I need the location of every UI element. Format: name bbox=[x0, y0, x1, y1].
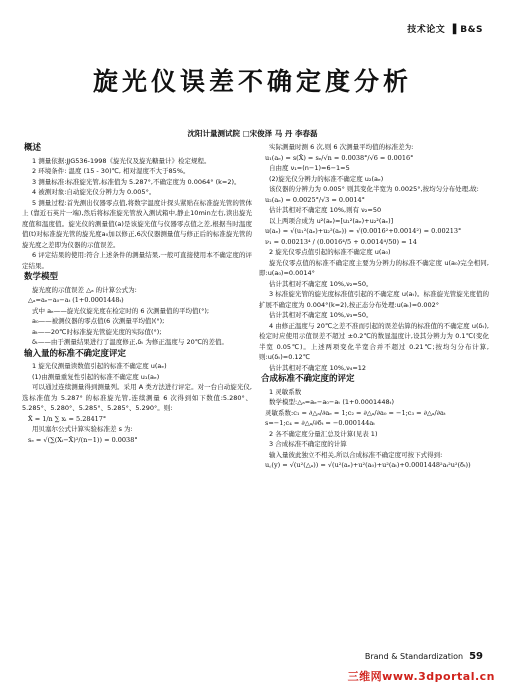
paragraph: 旋光仪零点值的标准不确定度主要为分辨力的标准不确定度 u(a₀)完全相同,即:u(a₀)=0.0014° bbox=[259, 258, 489, 277]
paragraph: 2 环境条件: 温度 (15 - 30)℃, 相对湿度不大于85%。 bbox=[32, 167, 190, 175]
section-heading-overview: 概述 bbox=[24, 143, 42, 153]
dof-formula: ν₁ = 0.00213⁴ / (0.0016⁴/5 + 0.0014⁴/50) = 14 bbox=[265, 237, 417, 246]
paragraph: 以上两项合成为 u²(aₑ)=[u₁²(aₑ)+u₂²(aₑ)] bbox=[269, 216, 394, 225]
section-heading-combined: 合成标准不确定度的评定 bbox=[261, 374, 355, 384]
header-mark: B&S bbox=[460, 25, 483, 35]
paragraph: 式中 aₑ——旋光仪旋光度在检定时的 6 次测量值的平均值(°); bbox=[32, 306, 210, 315]
paragraph: 1 灵敏系数 bbox=[269, 387, 302, 396]
paragraph: 数学模型:△ₐ=aₑ−a₀−aₜ (1+0.0001448ₜ) bbox=[269, 398, 395, 406]
paragraph: (2)旋光仪分辨力的标准不确定度 u₂(aₑ) bbox=[269, 174, 384, 183]
section-heading-inputs: 输入量的标准不确定度评定 bbox=[24, 348, 127, 359]
journal-name: Brand & Standardization bbox=[364, 652, 464, 661]
paragraph: 该仪器的分辨力为 0.005° 则其变化半宽为 0.0025°,按均匀分布处理,故: bbox=[269, 185, 479, 193]
paragraph: 6 评定结果的使用:符合上述条件的测量结果,一般可直接使用本不确定度的评定结果。 bbox=[22, 251, 252, 270]
paragraph: δₜ——由于测量结果进行了温度修正,δₜ 为修正温度与 20℃的差值。 bbox=[32, 338, 229, 346]
stddev-formula: sₑ = √(∑(Xᵢ−X̄)²/(n−1)) = 0.0038° bbox=[28, 435, 138, 444]
u1-formula: u₁(aₑ) = s(X̄) = sₑ/√n = 0.0038°/√6 = 0.0016° bbox=[265, 153, 414, 162]
paragraph: 自由度 ν₁=(n−1)=6−1=5 bbox=[269, 164, 350, 172]
model-formula: △ₐ=aₑ−a₀−aₜ (1+0.0001448ₜ) bbox=[28, 296, 124, 304]
paragraph: 可以通过连续测量得到测量列。采用 A 类方法进行评定。对一台自动旋光仪,选标准值为 5.287° 的标准旋光管,连续测量 6 次得到如下数值:5.280°、5.285°、5.280°、5.285°、5.285°、5.290°。则: bbox=[22, 383, 252, 412]
paragraph: 估计其相对不确定度 10%,ν₂=50。 bbox=[269, 279, 373, 288]
section-heading-model: 数学模型 bbox=[24, 272, 59, 282]
paragraph: 3 合成标准不确定度的计算 bbox=[269, 440, 347, 448]
paragraph: 1 测量依据:JJG536-1998《旋光仪及旋光糖量计》检定规程。 bbox=[32, 156, 211, 165]
paragraph: aₜ——20℃时标准旋光管旋光度的实际值(°); bbox=[32, 327, 162, 336]
paragraph: (1)由测量重复性引起的标准不确定度 u₁(aₑ) bbox=[32, 372, 160, 381]
paragraph: 估计其相对不确定度 10%,则有 ν₂=50 bbox=[269, 206, 382, 214]
u2-formula: u₂(aₑ) = 0.0025°/√3 = 0.0014° bbox=[265, 195, 365, 204]
paragraph: 输入量彼此独立不相关,所以合成标准不确定度可按下式得到: bbox=[269, 450, 443, 459]
paragraph: 估计其相对不确定度 10%,ν₃=50。 bbox=[269, 311, 373, 319]
article-title: 旋光仪误差不确定度分析 bbox=[92, 67, 412, 96]
page-footer bbox=[365, 651, 483, 662]
paragraph: 2 旋光仪零点值引起的标准不确定度 u(a₀) bbox=[269, 248, 391, 256]
authors-line: 沈阳计量测试院 □宋俊泽 马 丹 李春磊 bbox=[187, 129, 318, 138]
watermark: 三维网www.3dportal.cn bbox=[347, 670, 495, 683]
header-section: 技术论文 bbox=[407, 25, 446, 35]
sensitivity-formula: 灵敏系数:c₁ = ∂△ₐ/∂aₑ = 1;c₂ = ∂△ₐ/∂a₀ = −1;c₃ = ∂△ₐ/∂aₜ bbox=[265, 408, 446, 417]
paragraph: 用贝塞尔公式计算实验标准差 s 为: bbox=[32, 425, 133, 433]
paragraph: a₀——被测仪器的零点值(6 次测量平均值)(°); bbox=[32, 317, 165, 325]
paragraph: 实际测量时测 6 次,则 6 次测量平均值的标准差为: bbox=[269, 143, 414, 151]
paragraph: 3 标准旋光管的旋光度标准值引起的不确定度 u(aₜ)。标准旋光管旋光度值的扩展不确定度为 0.004°(k=2),按正态分布处理:u(aₜ)=0.002° bbox=[259, 290, 489, 309]
paragraph: 估计其相对不确定度 10%,ν₄=12 bbox=[269, 363, 367, 372]
paragraph: 5 测量过程:首先测出仪器零点值,将数字温度计探头紧贴在标准旋光管的管体上 (靠近石英片一端),然后将标准旋光管放入测试箱中,静止10min左右,读出旋光度值和温度值。旋光仪的测量值(a)是该旋光值与仪器零点值之差,根据当时温度值(t)对标准旋光管的旋光度a₀加以修正,6次仪器测量值与修正后的标准旋光管的旋光度之差即为仪器的示值误差。 bbox=[22, 198, 252, 249]
uc-formula: u꜀(y) = √(u²(△ₐ)) = √(u²(aₑ)+u²(a₀)+u²(aₜ)+0.0001448²aₜ²u²(δₜ)) bbox=[265, 461, 471, 469]
ua-formula: u(aₑ) = √(u₁²(aₑ)+u₂²(aₑ)) = √(0.0016²+0.0014²) = 0.00213° bbox=[265, 227, 462, 235]
paragraph: 2 各不确定度分量汇总及计算(见表 1) bbox=[269, 429, 378, 438]
page-number: 59 bbox=[469, 651, 483, 662]
right-column bbox=[259, 142, 489, 471]
paragraph: 4 由修正温度与 20℃之差不准而引起的误差估算的标准值的不确定度 u(δₜ),检定时应使用示值误差不超过 ±0.2℃的数显温度计,设其分辨力为 0.1℃(变化半宽 0.05℃)。上述两项变化半宽合并不超过 0.21℃;按均匀分布计算,则:u(δₜ)=0.12℃ bbox=[259, 321, 489, 361]
running-header: 技术论文 ▌B&S bbox=[407, 25, 483, 35]
paragraph: 3 测量标准:标准旋光管,标准值为 5.287°,不确定度为 0.0064° (k=2)。 bbox=[32, 177, 241, 186]
sensitivity-formula-2: s=−1;c₄ = ∂△ₐ/∂δₜ = −0.000144aₜ bbox=[265, 419, 375, 427]
paragraph: 旋光度的示值误差 △ₐ 的计算公式为: bbox=[32, 285, 137, 294]
paragraph: 1 旋光仪测量读数值引起的标准不确定度 u(aₑ) bbox=[32, 362, 167, 370]
paragraph: 4 被测对象:自动旋光仪分辨力为 0.005°。 bbox=[32, 188, 156, 196]
left-column bbox=[22, 142, 252, 445]
mean-formula: X̄ = 1/n ∑ xᵢ = 5.28417° bbox=[28, 414, 107, 423]
